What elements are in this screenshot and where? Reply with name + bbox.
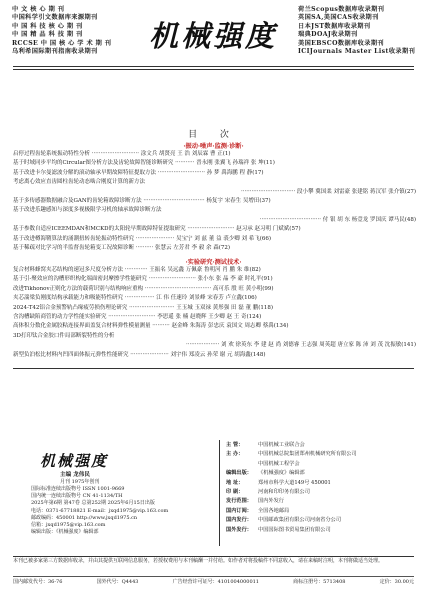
header-divider [13, 66, 414, 67]
toc-entry-authors [13, 188, 416, 197]
publisher-row-domestic-sub [226, 507, 421, 516]
publisher-label: 地 址： [226, 479, 244, 486]
toc-title: 目 次 [188, 130, 239, 140]
publisher-row-sponsor [226, 450, 421, 469]
toc-bottom-divider [13, 368, 414, 369]
toc-entry[interactable]: 基于改进樽海鞘算法的涌潮扭转齿轮振动特性研究 ······················ 吴宝宁 刘 兹 董 益 裘少卿 刘 希飞(66) [13, 235, 271, 242]
index-entry: 中国科学引文数据库来源期刊 [12, 14, 98, 22]
section-title-text: ·实验研究·测试技术· [185, 259, 242, 266]
left-index-list [12, 6, 132, 56]
index-entry: 日本JST数据库收录期刊 [298, 22, 371, 30]
price: 定价：30.00元 [379, 579, 414, 585]
publisher-label: 主 办： [226, 451, 244, 458]
footer-divider [13, 556, 414, 557]
publisher-row-editor [226, 469, 421, 478]
publisher-value: 国内外发行 [258, 498, 284, 505]
toc-entry[interactable]: 夹芯湍梁负刚度结构承载能力和吸能特性研究 ················· 江 伟 任速玲 刘景峰 宋春芳 卢立鑫(106) [13, 295, 257, 302]
publisher-label: 印 刷： [226, 489, 244, 495]
index-entry: 中 国 科 技 核 心 期 刊 [12, 22, 83, 30]
publisher-label: 国内订阅： [226, 507, 252, 514]
section-title [0, 141, 427, 150]
section-title [0, 257, 427, 266]
publisher-label: 国外发行： [226, 526, 252, 533]
toc-entry[interactable]: 基于多传感器数据融合及GAN的齿轮箱故障诊断方法 ··································· 杨复宇 宋春生 吴增田(37) [13, 197, 271, 204]
publisher-value: 中国机械总院集团郑州机械研究所有限公司 [258, 451, 357, 458]
publisher-value: 中国机械工业联合会 [258, 442, 305, 448]
toc-entry[interactable]: 基于时域同步平均的Circular图分析方法及齿轮故障智能诊断研究 ··········· 晋永刚 张翼飞 孙瑞祥 张 坤(11) [13, 160, 275, 167]
toc-entry-title[interactable]: 考虑离心效应直齿圆柱齿轮动态啮合刚度计算的新方法 [13, 179, 146, 186]
toc-entry-title[interactable]: 3D打印钛合金胶口件局部断裂特性的分析 [13, 332, 115, 339]
publisher-row-scope [226, 497, 421, 506]
ad-license: 广告经营许可证号：4101004000011 [172, 579, 259, 585]
right-index-list [298, 6, 424, 56]
toc-list-section-2 [13, 266, 416, 360]
publisher-value: 中国机械工程学会 [258, 460, 300, 467]
publisher-value: 全国各地邮局 [258, 507, 290, 514]
footer-notice [13, 558, 415, 565]
journal-logo: 机械强度 [148, 19, 277, 53]
toc-entry[interactable]: 改进Tikhonov正则化方法的载荷识别与结构响应重构 ······································ 高可乐 殷 旺 黄小明(99) [13, 285, 274, 292]
publisher-block [226, 441, 421, 535]
publisher-row-foreign-dist [226, 526, 421, 535]
editor-line: 主编 龙伟民 [60, 472, 90, 478]
toc-entry[interactable]: 基于参数自适应ICEEMDAN和MCKD的太阳轮早期故障特征提取研究 ··························· 赵习承 赵习明 门斌斌(57) [13, 226, 301, 233]
toc-entry[interactable]: 基于改进卡尔曼滤波分解的滚动轴承早期故障特征提取方法 ··························· 孙 梦 禹海鹏 程 静(17) [13, 169, 264, 176]
index-entry: 中 国 精 品 科 技 期 刊 [12, 31, 83, 39]
toc-entry[interactable]: 高体积分数化金属胶粘连接界面盖复合材料弹性模量测量 ·········· 赵金峰 朱海涛 彭忠庆 袁国文 周志卿 蔡禹(134) [13, 323, 289, 330]
publisher-label: 发行范围： [226, 498, 252, 505]
publisher-value: 郑州市科学大道149号 450001 [258, 479, 331, 486]
toc-entry[interactable]: 启停过程齿轮系统振动特性分析 ··························· 涂文兵 胡贤亮 王 浩 刘辰霖 曹 正(1) [13, 151, 231, 157]
publisher-value: 中国国际图书贸易集团有限公司 [258, 526, 331, 533]
toc-entry-title[interactable]: 基于改进乐趣感知与深度多视极限学习机的轴承故障诊断方法 [13, 207, 162, 214]
postcode-line: 邮政编码：450001 http://www.jxqd1975.cn [31, 514, 138, 521]
publisher-row-address [226, 479, 421, 488]
index-entry: 瑞典DOAJ收录期刊 [298, 31, 358, 39]
issue-line: 2025年第6期 第47卷 总第252期 2025年6月15日出版 [31, 500, 155, 507]
mailbox-line: 信箱：jxqd1975@vip.163.com [31, 522, 106, 529]
toc-entry[interactable]: 复合材料蜂窝夹芯结构的速冠多尺度分析方法 ············· 王振名 吴远鑫 万佩豪 鲁明河 肖 鹏 朱 维(82) [13, 267, 261, 273]
publisher-row-printer [226, 488, 421, 497]
trademark-number: 商标注册号：5713408 [293, 579, 346, 585]
founding-line: 月刊 1975年创刊 [60, 479, 100, 486]
publisher-row-domestic-dist [226, 516, 421, 525]
journal-info-logo: 机械强度 [40, 452, 109, 470]
publisher-value: 《机械强度》编辑部 [258, 470, 305, 477]
index-entry: 英国SA,美国CAS收录期刊 [298, 14, 379, 22]
index-entry: 美国EBSCO数据库收录期刊 [298, 39, 385, 47]
publisher-value: 河南和印印务有限公司 [258, 489, 310, 495]
publisher-value: 中国邮政集团有限公司河南省分公司 [258, 517, 342, 524]
toc-entry-authors-text: ··················· 刘 欢 徐英东 李 建 赵 尚 刘德睿 王志强 周英超 唐立家 陈 沛 刘 茂 沈振敏(141) [186, 342, 416, 349]
edit-publish-line: 编辑出版：《机械强度》编辑部 [31, 529, 99, 536]
toc-entry[interactable]: 新型负泊松比材料内凹四面体振元弹性性能研究 ······················ 刘宇伟 郑凌云 孙荣 谢 元 胡海鑫(148) [13, 351, 266, 358]
section-title-text: ·振动·噪声·监测·诊断· [183, 143, 244, 150]
header-divider-thin [13, 69, 414, 70]
index-entry: 乌利希国际期刊指南收录期刊 [12, 47, 98, 55]
journal-info [60, 472, 99, 486]
contact-line: 电话：0371-67718821 E-mail：jxqd1975@vip.163.com [31, 507, 169, 514]
toc-entry[interactable]: 基于稀疏对比学习的半监督齿轮箱变工况故障诊断 ·········· 张慧云 左芳君 李 毅 余 森(72) [13, 244, 231, 251]
index-entry: RCCSE 中 国 核 心 学 术 期 刊 [12, 39, 112, 47]
info-divider [219, 440, 220, 546]
cn-line: 国内统一连续出版物号 CN 41-1134/TH [31, 493, 123, 500]
index-entry: 荷兰Scopus数据库收录期刊 [298, 6, 385, 13]
toc-entry[interactable]: 2024-T42铝合金预警轨凸缘疲劳损伤理论研究 ·························· 王玉城 玉双禄 黄彤强 田 磊 董 鹏(118) [13, 304, 274, 311]
footer-notice-text: 本刊已被多家第三方数据库收录，并由其提供互联网信息服务，若授权费用与本刊稿酬一并付给。如作者对将投稿件不同意收入，请在来稿时注明，本刊将做适当处理。 [13, 558, 384, 564]
postal-code: 国内邮发代号：36-76 [13, 579, 63, 585]
toc-entry-authors-text: ··································· 付 银 胡 东 杨壹龙 罗国庆 谭马民(48) [259, 216, 416, 223]
publisher-label: 国内发行： [226, 517, 252, 524]
toc-entry-authors-text: ······························· 段小攀 冀国柔 刘雷豪 张建铭 蒋汉军 张介镇(27) [241, 188, 416, 195]
index-entry: 中 文 核 心 期 刊 [12, 6, 65, 13]
publisher-label: 主 管： [226, 442, 244, 448]
toc-entry[interactable]: 含沟槽缺陷商管的动力学性能实验研究 ··························· 李思遥 张 楠 赵晓辉 王少卿 赵 王 奇(124) [13, 313, 262, 320]
toc-entry-authors [13, 341, 416, 350]
publisher-row-supervisor [226, 441, 421, 450]
index-entry: ICIJournals Master List收录期刊 [298, 47, 416, 55]
journal-numbers [31, 486, 168, 536]
toc-list-section-1 [13, 150, 416, 253]
footer-codes [13, 579, 414, 586]
publisher-label: 编辑出版： [226, 470, 252, 477]
footer-divider-thin [13, 576, 414, 577]
toc-entry-authors [13, 216, 416, 225]
foreign-code: 国外代号：Q4443 [96, 579, 139, 585]
toc-entry[interactable]: 基于引-聚效应的沟槽形织构化端面密封摩擦学性能研究 ··························· 张小东 张 晶 李 豪 时礼平(91) [13, 276, 273, 283]
issn-line: 国际标准连续出版物号 ISSN 1001-9669 [31, 486, 125, 492]
